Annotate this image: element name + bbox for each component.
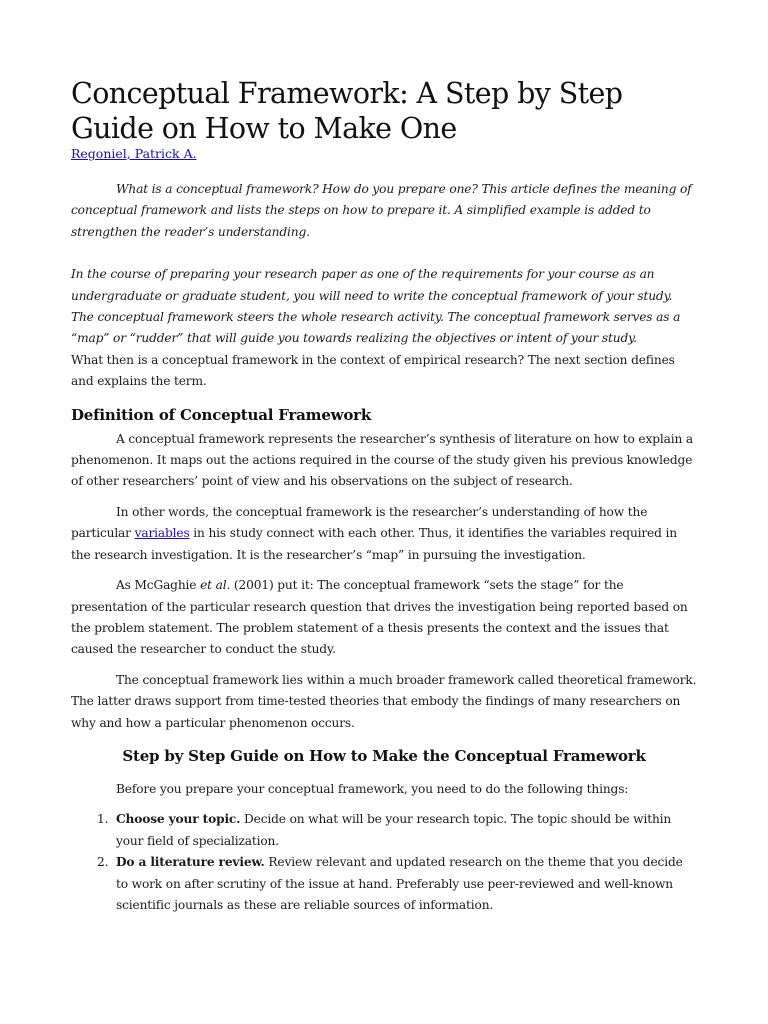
list-item [71,809,697,852]
definition-paragraph-4: The conceptual framework lies within a much broader framework called theoretical framework. The latter draws support from time-tested theories that embody the findings of many researchers on why and how a particular phenomenon occurs. [71,672,697,730]
list-item-text: Review relevant and updated research on the theme that you decide to work on after scrutiny of the issue at hand. Preferably use peer-reviewed and well-known scientific journals as these are reliable sources of information. [116,855,683,912]
definition-paragraph-2-post: in his study connect with each other. Thus, it identifies the variables required in the research investigation. It is the researcher’s “map” in pursuing the investigation. [71,526,677,562]
definition-paragraph-3-pre: As McGaghie [116,578,201,593]
definition-paragraph-3 [71,575,697,661]
list-item-number: 2. [97,855,109,870]
list-item-bold: Choose your topic. [116,812,241,827]
definition-paragraph-2 [71,502,697,566]
page-title: Conceptual Framework: A Step by Step Guide on How to Make One [71,77,623,145]
list-item-bold: Do a literature review. [116,855,265,870]
list-item [71,852,697,916]
intro-paragraph-3: What then is a conceptual framework in the context of empirical research? The next section defines and explains the term. [71,352,675,389]
steps-list [71,809,697,916]
definition-paragraph-3-post: (2001) put it: The conceptual framework “sets the stage” for the presentation of the particular research question that drives the investigation being reported based on the problem statement. The problem statement of a thesis presents the context and the issues that caused the researcher to conduct the study. [71,578,688,657]
document-page [71,76,697,916]
definition-paragraph-3-em: et al. [200,578,231,593]
section-heading-definition: Definition of Conceptual Framework [71,405,372,424]
list-item-text: Decide on what will be your research topic. The topic should be within your field of specialization. [116,812,672,848]
list-item-number: 1. [97,812,109,827]
definition-paragraph-2-pre: In other words, the conceptual framework is the researcher’s understanding of how the particular [71,504,648,541]
section-heading-steps: Step by Step Guide on How to Make the Conceptual Framework [122,746,646,765]
intro-paragraph: What is a conceptual framework? How do you prepare one? This article defines the meaning of conceptual framework and lists the steps on how to prepare it. A simplified example is added to strengthen the reader’s understanding. [71,182,692,239]
steps-lead-paragraph: Before you prepare your conceptual framework, you need to do the following things: [116,781,629,796]
variables-link[interactable]: variables [134,526,190,541]
definition-paragraph-1: A conceptual framework represents the researcher’s synthesis of literature on how to explain a phenomenon. It maps out the actions required in the course of the study given his previous knowledge of other researchers’ point of view and his observations on the subject of research. [71,431,694,489]
author-link[interactable]: Regoniel, Patrick A. [71,146,197,161]
intro-paragraph-2: In the course of preparing your research paper as one of the requirements for your course as an undergraduate or graduate student, you will need to write the conceptual framework of your study. The conceptual framework steers the whole research activity. The conceptual framework serves as a “map” or “rudder” that will guide you towards realizing the objectives or intent of your study. [71,267,681,346]
